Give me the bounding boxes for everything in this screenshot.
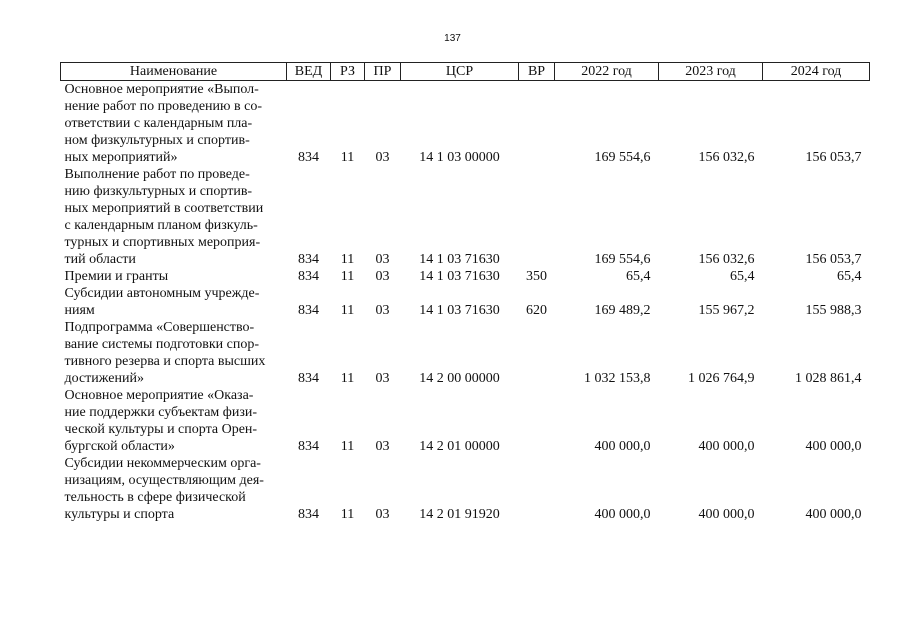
name-line: Премии и гранты: [64, 269, 169, 284]
budget-table: [60, 62, 870, 523]
cell-2024: 400 000,0: [805, 507, 862, 522]
page-number: 137: [444, 33, 461, 44]
name-line: ных мероприятий в соответствии: [64, 201, 264, 216]
header-2023: 2023 год: [659, 63, 763, 81]
cell-2022: 400 000,0: [594, 507, 651, 522]
cell-vr: 620: [526, 303, 547, 318]
name-line: тельность в сфере физической: [64, 490, 246, 505]
cell-vr: [519, 319, 555, 387]
cell-2023: 156 032,6: [698, 252, 755, 267]
cell-vr: [519, 81, 555, 167]
cell-name: [61, 387, 287, 455]
name-line: Выполнение работ по проведе-: [64, 167, 250, 182]
cell-rz: 11: [340, 507, 355, 522]
table-row: [61, 285, 870, 319]
cell-pr: 03: [375, 507, 390, 522]
name-line: культуры и спорта: [64, 507, 175, 522]
cell-pr: 03: [375, 439, 390, 454]
cell-2023: 156 032,6: [698, 150, 755, 165]
cell-ved: 834: [298, 269, 319, 284]
cell-2024: 155 988,3: [805, 303, 862, 318]
name-line: ниям: [64, 303, 95, 318]
name-line: Субсидии автономным учрежде-: [64, 286, 260, 301]
cell-ved: 834: [298, 371, 319, 386]
cell-2023: 65,4: [730, 269, 755, 284]
name-line: ответствии с календарным пла-: [64, 116, 253, 131]
cell-ved: 834: [298, 303, 319, 318]
name-line: нию физкультурных и спортив-: [64, 184, 253, 199]
cell-2022: 400 000,0: [594, 439, 651, 454]
cell-2022: 169 489,2: [594, 303, 651, 318]
header-name: Наименование: [61, 63, 287, 81]
header-vr: ВР: [519, 63, 555, 81]
cell-csr: 14 2 01 00000: [419, 439, 500, 454]
name-line: Основное мероприятие «Оказа-: [64, 388, 254, 403]
cell-rz: 11: [340, 150, 355, 165]
name-line: Подпрограмма «Совершенство-: [64, 320, 255, 335]
cell-vr: 350: [526, 269, 547, 284]
name-line: Субсидии некоммерческим орга-: [64, 456, 261, 471]
cell-pr: 03: [375, 252, 390, 267]
cell-vr: [519, 455, 555, 523]
name-line: турных и спортивных мероприя-: [64, 235, 261, 250]
cell-ved: 834: [298, 507, 319, 522]
cell-2023: 400 000,0: [698, 507, 755, 522]
cell-pr: 03: [375, 150, 390, 165]
cell-csr: 14 2 01 91920: [419, 507, 500, 522]
cell-pr: 03: [375, 269, 390, 284]
cell-vr: [519, 387, 555, 455]
name-line: Основное мероприятие «Выпол-: [64, 82, 259, 97]
table-row: [61, 387, 870, 455]
table-row: [61, 81, 870, 167]
cell-rz: 11: [340, 269, 355, 284]
header-row: [61, 63, 870, 81]
name-line: низациям, осуществляющим дея-: [64, 473, 264, 488]
header-rz: РЗ: [331, 63, 365, 81]
name-line: ческой культуры и спорта Орен-: [64, 422, 258, 437]
cell-rz: 11: [340, 252, 355, 267]
cell-2022: 65,4: [626, 269, 651, 284]
cell-csr: 14 1 03 71630: [419, 303, 500, 318]
table-row: [61, 319, 870, 387]
name-line: нение работ по проведению в со-: [64, 99, 262, 114]
cell-2024: 156 053,7: [805, 150, 862, 165]
cell-name: [61, 319, 287, 387]
cell-ved: 834: [298, 252, 319, 267]
name-line: бургской области»: [64, 439, 175, 454]
cell-vr: [519, 166, 555, 268]
cell-2022: 169 554,6: [594, 252, 651, 267]
name-line: ние поддержки субъектам физи-: [64, 405, 258, 420]
cell-rz: 11: [340, 371, 355, 386]
cell-name: [61, 455, 287, 523]
cell-ved: 834: [298, 150, 319, 165]
cell-csr: 14 2 00 00000: [419, 371, 500, 386]
name-line: тий области: [64, 252, 136, 267]
cell-rz: 11: [340, 303, 355, 318]
table-row: [61, 455, 870, 523]
cell-name: [61, 81, 287, 167]
cell-2024: 400 000,0: [805, 439, 862, 454]
cell-2022: 169 554,6: [594, 150, 651, 165]
cell-2022: 1 032 153,8: [584, 371, 651, 386]
table-row: [61, 268, 870, 285]
header-ved: ВЕД: [287, 63, 331, 81]
table-row: [61, 166, 870, 268]
cell-2023: 400 000,0: [698, 439, 755, 454]
header-2022: 2022 год: [555, 63, 659, 81]
cell-name: [61, 166, 287, 268]
cell-rz: 11: [340, 439, 355, 454]
name-line: достижений»: [64, 371, 144, 386]
cell-name: [61, 268, 287, 285]
cell-pr: 03: [375, 303, 390, 318]
name-line: ных мероприятий»: [64, 150, 178, 165]
cell-csr: 14 1 03 71630: [419, 269, 500, 284]
name-line: тивного резерва и спорта высших: [64, 354, 266, 369]
cell-pr: 03: [375, 371, 390, 386]
name-line: вание системы подготовки спор-: [64, 337, 259, 352]
cell-2024: 65,4: [837, 269, 862, 284]
cell-2024: 1 028 861,4: [795, 371, 862, 386]
table-body: [61, 81, 870, 524]
cell-name: [61, 285, 287, 319]
name-line: ном физкультурных и спортив-: [64, 133, 250, 148]
header-2024: 2024 год: [763, 63, 870, 81]
cell-2024: 156 053,7: [805, 252, 862, 267]
header-pr: ПР: [365, 63, 401, 81]
header-csr: ЦСР: [401, 63, 519, 81]
cell-csr: 14 1 03 71630: [419, 252, 500, 267]
name-line: с календарным планом физкуль-: [64, 218, 258, 233]
cell-2023: 1 026 764,9: [688, 371, 755, 386]
cell-2023: 155 967,2: [698, 303, 755, 318]
cell-ved: 834: [298, 439, 319, 454]
cell-csr: 14 1 03 00000: [419, 150, 500, 165]
